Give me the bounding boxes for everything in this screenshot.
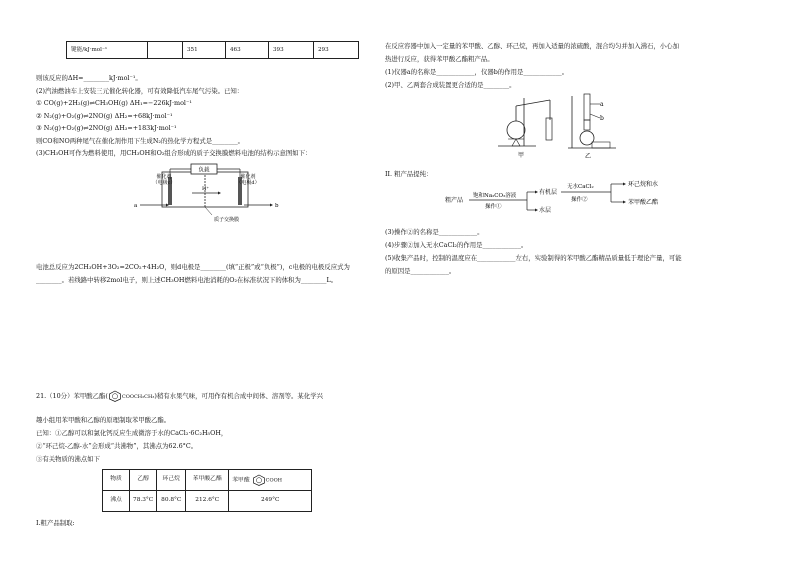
condenser-tube [516,100,550,106]
benzene-ring-icon [252,474,266,486]
bp-header: 乙醇 [130,470,157,491]
bp-cell: 212.6°C [186,491,229,512]
q21-line-2: 趣小组用苯甲酸和乙醇的原理制取苯甲酸乙酯。 [36,416,171,424]
proton-label: H⁺ [202,186,209,192]
bond-value: 293 [314,42,359,59]
left-catalyst-label: 催化剂 [156,174,172,180]
left-electrode-label: （电极c） [152,180,176,186]
bp-cell: 80.8°C [157,491,186,512]
q2-intro: (2)汽油燃油车上安装三元催化转化器，可有效降低汽车尾气污染。已知： [36,87,244,95]
apparatus-figure [488,90,623,162]
r-question-3: (3)操作②的名称是____________。 [385,228,484,236]
flow-organic: 有机层 [539,189,558,196]
fig-label-a: a [600,101,604,108]
bp-header: 环己烷 [157,470,186,491]
r-paragraph-1: 在反应容器中加入一定量的苯甲酸、乙醇、环己烷，再加入适量的浓硫酸，混合均匀并加入沸石，小心加 [385,42,679,50]
bp-header: 物质 [103,470,130,491]
right-catalyst-label: 催化剂 [240,174,256,180]
r-question-2: (2)甲、乙两套合成装置更合适的是________。 [385,81,516,89]
r-paragraph-2: 热进行反应，获得苯甲酸乙酯粗产品。 [385,55,494,63]
flow-reagent-1: 饱和Na₂CO₃溶液 [473,193,517,199]
ethyl-benzoate-formula: COOCH₂CH₃ [121,394,155,400]
flow-water: 水层 [539,207,552,214]
q2-question: 则CO和NO两种尾气在催化剂作用下生成N₂的热化学方程式是________。 [36,137,245,145]
bp-cell: 78.3°C [130,491,157,512]
label-b: b [275,203,279,209]
test-tube [546,118,552,140]
equation-2: ② N₂(g)+O₂(g)⇌2NO(g) ΔH₂=+68kJ·mol⁻¹ [36,112,173,120]
bp-cell: 沸点 [103,491,130,512]
bond-value: 463 [226,42,269,59]
flow-op-1: 操作① [485,204,502,210]
dh-line: 则该反应的ΔH=________kJ·mol⁻¹。 [36,74,142,82]
label-a: a [134,203,138,209]
right-electrode-label: （电极d） [236,180,260,186]
fig-label-b: b [600,115,604,122]
benzene-ring-icon [108,390,122,402]
known-2: ②“环己烷-乙醇-水”会形成“共沸物”，其沸点为62.6°C。 [36,442,198,450]
q21-line-1: 21.（10分）苯甲酸乙酯( COOCH₂CH₃)稍有水果气味，可用作有机合成中间体、溶剂等。某化学兴 [36,392,323,400]
flow-out-1: 环己烷和水 [628,181,659,188]
section-2-title: II. 粗产品提纯： [385,170,433,178]
r-question-5a: (5)收集产品时，控制的温度应在____________左右，实验制得的苯甲酸乙酯精品质量低于理论产量，可能 [385,254,682,262]
bond-energy-table [66,41,359,59]
equation-1: ① CO(g)+2H₂(g)⇌CH₃OH(g) ΔH₁=−226kJ·mol⁻¹ [36,99,192,107]
r-question-5b: 的原因是____________。 [385,267,456,275]
bond-value: 351 [183,42,226,59]
flask [507,121,525,139]
bp-header-benzoic: 苯甲酸 COOH [229,470,312,491]
flow-reagent-2: 无水CaCl₂ [567,184,594,190]
bp-cell: 249°C [229,491,312,512]
membrane-label: 质子交换膜 [214,217,240,223]
q3-text-2: ________。若线路中转移2mol电子，则上述CH₃OH燃料电池消耗的O₂在标准状况下的体积为________L。 [36,276,338,284]
label-yi: 乙 [585,153,592,160]
bond-label: 键能/kJ·mol⁻¹ [67,42,148,59]
r-question-1: (1)仪器a的名称是____________，仪器b的作用是____________。 [385,68,569,76]
section-1-title: I.粗产品制取: [36,519,75,527]
boiling-point-table [102,469,312,512]
flow-out-2: 苯甲酸乙酯 [628,199,659,206]
q3-intro: (3)CH₃OH可作为燃料使用，用CH₃OH和O₂组合形成的质子交换膜燃料电池的结构示意图如下： [36,149,312,157]
load-label: 负载 [198,167,210,174]
purification-flow [445,180,705,220]
label-jia: 甲 [518,152,525,159]
r-question-4: (4)步骤②加入无水CaCl₂的作用是____________。 [385,241,528,249]
known-3: ③有关物质的沸点如下 [36,455,100,463]
equation-3: ③ N₂(g)+O₂(g)⇌2NO(g) ΔH₃=+183kJ·mol⁻¹ [36,124,177,132]
bond-value: 393 [269,42,314,59]
q3-text-1: 电池总反应为2CH₃OH+3O₂=2CO₂+4H₂O，则d电极是________(填“正极”或“负极”)，c电极的电极反应式为 [36,263,350,271]
burner [512,139,520,146]
flow-op-2: 操作② [571,197,588,203]
condenser-a [584,94,590,120]
bp-header: 苯甲酸乙酯 [186,470,229,491]
fuel-cell-diagram [130,163,280,225]
flow-start: 粗产品 [445,197,464,204]
known-1: 已知：①乙醇可以和氯化钙反应生成微溶于水的CaCl₂·6C₂H₅OH， [36,429,228,437]
